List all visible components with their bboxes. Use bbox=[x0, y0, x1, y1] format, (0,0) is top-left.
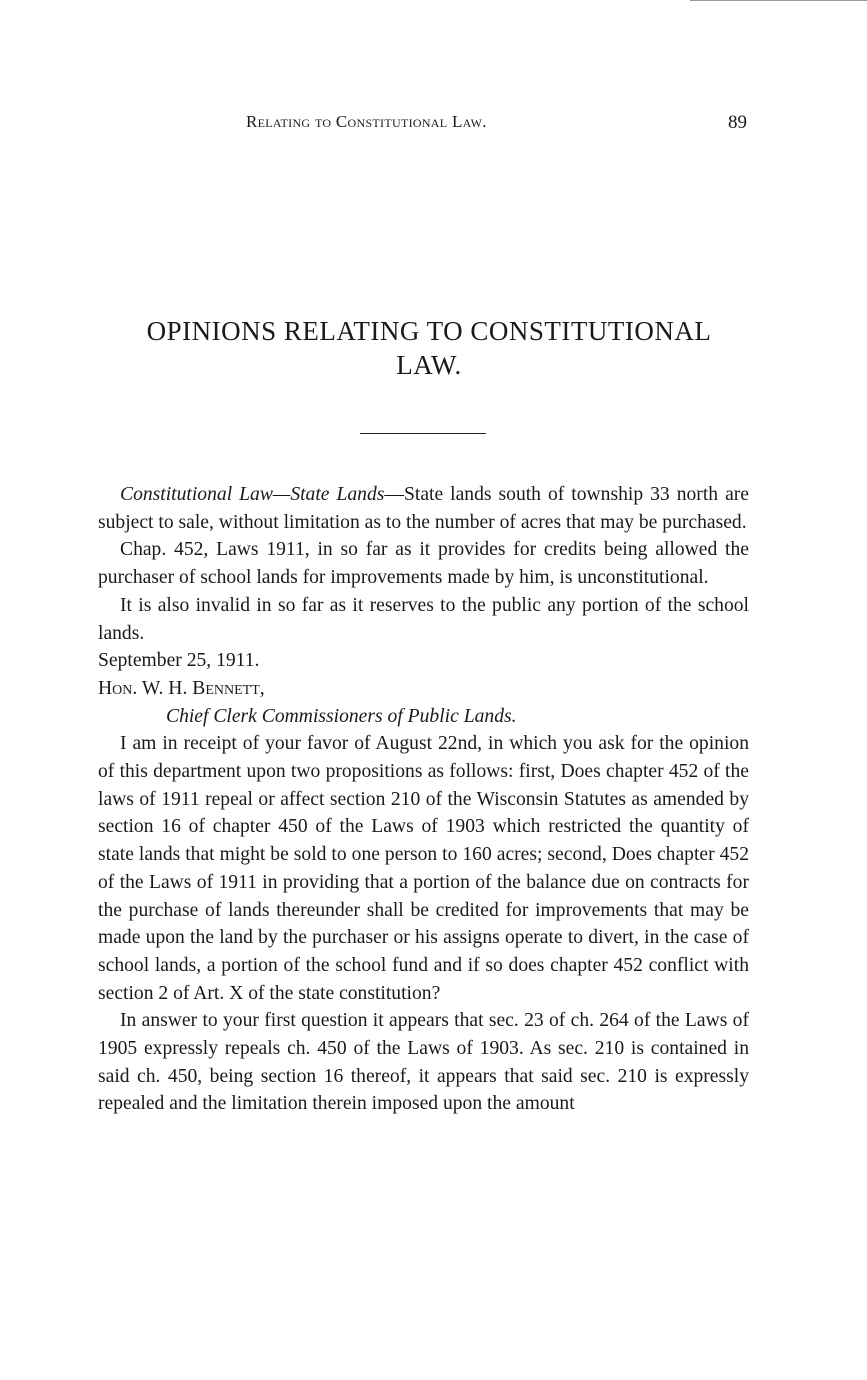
page-number: 89 bbox=[728, 112, 747, 133]
addressee-title: Chief Clerk Commissioners of Public Lands. bbox=[166, 705, 517, 727]
page-title-line-2: LAW. bbox=[396, 350, 462, 380]
section-divider bbox=[360, 433, 486, 434]
headnote: Constitutional Law—State Lands bbox=[120, 484, 385, 505]
syllabus-paragraph-1 bbox=[98, 481, 749, 536]
letter-date: September 25, 1911. bbox=[98, 650, 260, 672]
page-title bbox=[90, 314, 768, 382]
page-title-line-1: OPINIONS RELATING TO CONSTITUTIONAL bbox=[146, 316, 712, 346]
addressee-name: Hon. W. H. Bennett, bbox=[98, 677, 265, 699]
letter-paragraph-2: In answer to your first question it appears that sec. 23 of ch. 264 of the Laws of 1905 expressly repeals ch. 450 of the Laws of 1903. As sec. 210 is contained in said ch. 450, being section 16 thereof, it appears that said sec. 210 is expressly repealed and the limitation therein imposed upon the amount bbox=[98, 1010, 749, 1115]
opinion-body bbox=[98, 481, 749, 1118]
top-edge-rule bbox=[690, 0, 867, 1]
syllabus-paragraph-2: Chap. 452, Laws 1911, in so far as it provides for credits being allowed the purchaser of school lands for improvements made by him, is unconstitutional. bbox=[98, 539, 749, 589]
running-header: Relating to Constitutional Law. bbox=[246, 112, 487, 131]
syllabus-paragraph-1-text: —State lands south of township 33 north are subject to sale, without limitation as to the number of acres that may be purchased. bbox=[98, 484, 749, 533]
letter-paragraph-1: I am in receipt of your favor of August 22nd, in which you ask for the opinion of this department upon two propositions as follows: first, Does chapter 452 of the laws of 1911 repeal or affect section 210 of the Wisconsin Statutes as amended by section 16 of chapter 450 of the Laws of 1903 which restricted the quantity of state lands that might be sold to one person to 160 acres; second, Does chapter 452 of the Laws of 1911 in providing that a portion of the balance due on contracts for the purchase of lands thereunder shall be credited for improvements that may be made upon the land by the purchaser or his assigns operate to divert, in the case of school lands, a portion of the school fund and if so does chapter 452 conflict with section 2 of Art. X of the state constitution? bbox=[98, 733, 749, 1004]
syllabus-paragraph-3: It is also invalid in so far as it reserves to the public any portion of the school lands. bbox=[98, 594, 749, 644]
